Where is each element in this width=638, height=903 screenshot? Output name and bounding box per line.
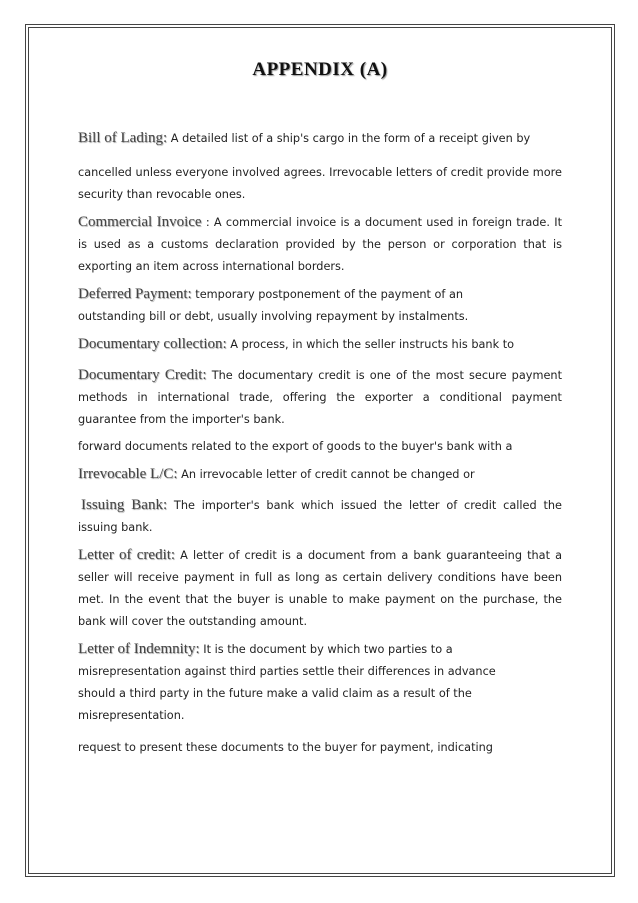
- entry-text: An irrevocable letter of credit cannot be changed or: [177, 468, 475, 481]
- entry-text: cancelled unless everyone involved agrees. Irrevocable letters of credit provide more security than revocable ones.: [78, 166, 562, 201]
- entry-documentary-credit: [78, 364, 562, 431]
- entry-term: Bill of Lading:: [78, 130, 168, 146]
- entry-issuing-bank: [78, 494, 562, 539]
- entry-text: The documentary credit is one of the most secure payment methods in international trade, offering the exporter a conditional payment guarantee from the importer's bank.: [78, 369, 562, 426]
- entry-term: Letter of Indemnity:: [78, 641, 200, 657]
- entry-term: Documentary Credit:: [78, 367, 207, 383]
- entry-text: A process, in which the seller instructs his bank to: [226, 338, 515, 351]
- entry-term: Letter of credit:: [78, 547, 176, 563]
- entry-text: temporary postponement of the payment of an outstanding bill or debt, usually involving repayment by instalments.: [78, 288, 469, 323]
- entry-irrevocable-lc: [78, 463, 562, 486]
- entry-continuation-forward: [78, 436, 562, 458]
- entry-term: Commercial Invoice: [78, 214, 202, 230]
- entry-continuation-cancelled: [78, 162, 562, 206]
- entry-letter-of-indemnity: [78, 638, 528, 727]
- entry-text: forward documents related to the export of goods to the buyer's bank with a: [78, 440, 513, 453]
- entry-documentary-collection: [78, 333, 562, 356]
- entry-text: request to present these documents to the buyer for payment, indicating: [78, 741, 493, 754]
- entry-term: Irrevocable L/C:: [78, 466, 178, 482]
- document-content: [78, 55, 562, 759]
- entry-letter-of-credit: [78, 544, 562, 633]
- entry-deferred-payment: [78, 283, 518, 328]
- entry-term: Issuing Bank:: [81, 497, 168, 513]
- entry-term: Deferred Payment:: [78, 286, 192, 302]
- entry-term: Documentary collection:: [78, 336, 227, 352]
- entry-commercial-invoice: [78, 211, 562, 278]
- entry-text: It is the document by which two parties to a misrepresentation against third parties settle their differences in advance should a third party in the future make a valid claim as a result of the misrepresentation.: [78, 643, 496, 722]
- entry-text: The importer's bank which issued the letter of credit called the issuing bank.: [78, 499, 562, 534]
- entry-bill-of-lading: [78, 127, 562, 150]
- entry-continuation-request: [78, 737, 562, 759]
- entry-text: A detailed list of a ship's cargo in the form of a receipt given by: [167, 132, 531, 145]
- entry-text: : A commercial invoice is a document used in foreign trade. It is used as a customs declaration provided by the person or corporation that is exporting an item across international borders.: [78, 216, 563, 273]
- page-title: APPENDIX (A): [252, 59, 388, 80]
- entry-text: A letter of credit is a document from a bank guaranteeing that a seller will receive payment in full as long as certain delivery conditions have been met. In the event that the buyer is unable to make payment on the purchase, the bank will cover the outstanding amount.: [78, 549, 562, 628]
